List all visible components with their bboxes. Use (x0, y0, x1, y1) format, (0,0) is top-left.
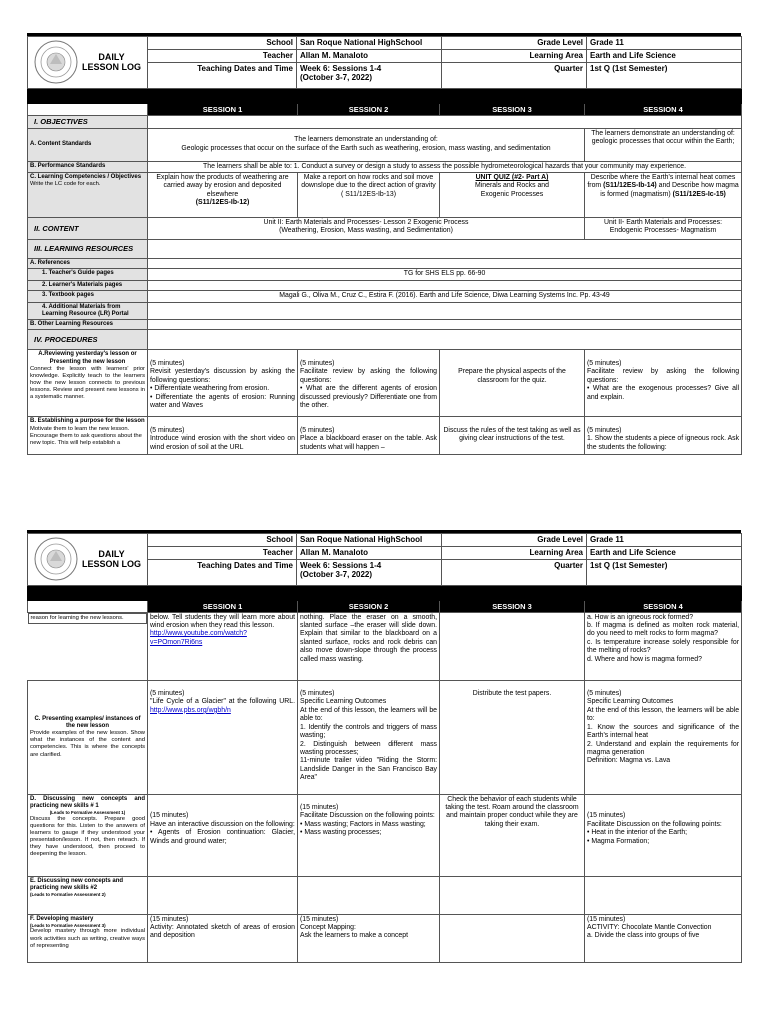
lc-s4-text-b: and Describe how magma is formed (magmatism) (600, 182, 739, 198)
objectives-blank (148, 115, 742, 128)
lc-s3-line-2: Exogenic Processes (480, 190, 544, 198)
references-label: A. References (28, 259, 148, 269)
mastery-s1-text: Activity: Annotated sketch of areas of erosion and deposition (150, 924, 295, 940)
quarter-label: Quarter (442, 559, 587, 585)
dates-value (297, 62, 442, 88)
additional-materials-blank (148, 302, 742, 320)
purpose-continued-s4 (585, 612, 742, 680)
area-label: Learning Area (442, 546, 587, 559)
presenting-session-3 (440, 680, 585, 794)
lc-s4-code-1: (S11/12ES-Ib-14) (603, 182, 657, 190)
presenting-s2-line-5: 11-minute trailer video "Riding the Storm: Landslide Danger in the San Francisco Bay Area" (300, 757, 437, 782)
purpose-continued-s2: nothing. Place the eraser on a smooth, slanted surface –the eraser will slide down. Explain that similar to the blackboard on a slanted surface, rocks and rock debris can also move down-slope through the process called mass wasting. (298, 612, 440, 680)
purpose-continued-s3 (440, 612, 585, 680)
session-4-header: SESSION 4 (585, 600, 742, 612)
presenting-s4-line-3: 1. Know the sources and significance of the Earth's internal heat (587, 723, 740, 740)
grade-value: Grade 11 (587, 37, 742, 50)
discussing-1-session-2 (298, 794, 440, 876)
presenting-s2-line-1: Specific Learning Outcomes (300, 698, 387, 706)
purpose-s4-time: (5 minutes) (587, 426, 622, 434)
purpose-continued-label: reason for learning the new lessons. (28, 613, 148, 624)
textbook-label: 3. Textbook pages (28, 291, 148, 302)
teacher-value: Allan M. Manaloto (297, 546, 442, 559)
mastery-s2-line-1: Concept Mapping: (300, 924, 356, 932)
mastery-s2-time: (15 minutes) (300, 915, 339, 923)
dates-week: Week 6: Sessions 1-4 (300, 63, 382, 73)
presenting-s1-text: "Life Cycle of a Glacier" at the following URL. (150, 698, 295, 706)
mastery-mini: (Leads to Formative Assessment 3) (30, 922, 106, 928)
content-standards-text (148, 128, 585, 161)
purpose-label-title: B. Establishing a purpose for the lesson (30, 418, 145, 425)
quarter-label: Quarter (442, 62, 587, 88)
mastery-label (28, 914, 148, 962)
presenting-session-1 (148, 680, 298, 794)
area-value: Earth and Life Science (587, 49, 742, 62)
content-standards-s4: The learners demonstrate an understanding of: geologic processes that occur within the Earth; (585, 128, 742, 161)
session-1-header: SESSION 1 (148, 103, 298, 115)
grade-value: Grade 11 (587, 534, 742, 547)
school-value: San Roque National HighSchool (297, 534, 442, 547)
header-table (27, 36, 742, 89)
lc-s4-text-a: Describe where the Earth's internal heat comes from (587, 174, 736, 190)
review-s4-line-2: • What are the exogenous processes? Give all and explain. (587, 385, 740, 401)
lc-label-title: C. Learning Competencies / Objectives (30, 174, 142, 181)
review-s1-line-2: • Differentiate weathering from erosion. (150, 385, 270, 393)
discussing-1-session-1 (148, 794, 298, 876)
purpose-s3-text: Discuss the rules of the test taking as well as giving clear instructions of the test. (443, 426, 581, 443)
presenting-s2-time: (5 minutes) (300, 690, 335, 698)
mastery-s1-time: (15 minutes) (150, 915, 189, 923)
content-heading: II. CONTENT (28, 218, 148, 240)
presenting-session-2 (298, 680, 440, 794)
discussing-1-s1-time: (15 minutes) (150, 812, 189, 820)
purpose-s1-text: Introduce wind erosion with the short video on wind erosion of soil at the URL (150, 435, 295, 451)
dates-value (297, 559, 442, 585)
discussing-1-s1-line-2: • Agents of Erosion continuation: Glacier, Winds and ground water; (150, 829, 295, 845)
other-resources-blank (148, 320, 742, 330)
youtube-link[interactable]: http://www.youtube.com/watch? (150, 630, 247, 638)
textbook-value: Magali G., Oliva M., Cruz C., Estira F. (2016). Earth and Life Science, Diwa Learning Systems Inc. Pp. 43-49 (148, 291, 742, 302)
content-s4: Unit II- Earth Materials and Processes: Endogenic Processes- Magmatism (585, 218, 742, 240)
presenting-s3-text: Distribute the test papers. (472, 690, 552, 698)
content-standards-line-1: The learners demonstrate an understanding of: (294, 136, 438, 144)
learning-resources-heading: III. LEARNING RESOURCES (28, 240, 148, 259)
content-standards-label: A. Content Standards (28, 128, 148, 161)
purpose-s4-text: 1. Show the students a piece of igneous rock. Ask the students the following: (587, 435, 740, 451)
review-session-4 (585, 350, 742, 417)
performance-standards-text: The learners shall be able to: 1. Conduct a survey or design a study to assess the possible hydrometeorological hazards that your community may experience. (148, 161, 742, 172)
purpose-label (28, 417, 148, 455)
presenting-s4-line-4: 2. Understand and explain the requirements for magma generation (587, 740, 740, 757)
deped-seal-cell (28, 534, 148, 586)
discussing-1-s4-line-1: Facilitate Discussion on the following points: (587, 820, 722, 828)
session-header-blank (28, 103, 148, 115)
discussing-1-session-4 (585, 794, 742, 876)
black-band (28, 586, 742, 600)
purpose-session-4 (585, 417, 742, 455)
session-2-header: SESSION 2 (298, 600, 440, 612)
discussing-1-s4-time: (15 minutes) (587, 812, 626, 820)
review-session-1 (148, 350, 298, 417)
discussing-1-sub: Discuss the concepts. Prepare good questions for this. Listen to the answers of learners to gauge if they understood your presentation/lesson. If not, then reteach. If they have understood, then proceed to deepening the lesson. (30, 815, 145, 858)
dates-label: Teaching Dates and Time (148, 559, 297, 585)
discussing-2-label (28, 876, 148, 914)
black-band (28, 89, 742, 103)
purpose-s1-time: (5 minutes) (150, 426, 185, 434)
discussing-1-s2-line-1: Facilitate Discussion on the following points: (300, 812, 435, 820)
purpose-session-3 (440, 417, 585, 455)
lesson-table-1 (27, 89, 742, 456)
presenting-s4-time: (5 minutes) (587, 690, 622, 698)
content-standards-line-2: Geologic processes that occur on the surface of the Earth such as weathering, erosion, mass wasting, and sedimentation (181, 144, 551, 152)
mastery-sub: Develop mastery through more individual work activities such as writing, creative ways of representing (30, 928, 145, 949)
purpose-session-1 (148, 417, 298, 455)
review-s2-time: (5 minutes) (300, 359, 335, 367)
review-s1-line-3: • Differentiate the agents of erosion: Running water and Waves (150, 393, 295, 409)
other-resources-label: B. Other Learning Resources (28, 320, 148, 330)
grade-label: Grade Level (442, 534, 587, 547)
mastery-s4-line-2: a. Divide the class into groups of five (587, 932, 700, 940)
learning-resources-blank (148, 240, 742, 259)
discussing-1-mini: (Leads to Formative Assessment 1) (49, 810, 126, 816)
discussing-2-mini: (Leads to Formative Assessment 2) (30, 892, 106, 898)
session-header-blank (28, 600, 148, 612)
pbs-link[interactable]: http://www.pbs.org/wgbh/n (150, 706, 231, 714)
lc-s1-text: Explain how the products of weathering are carried away by erosion and deposited elsewhere (156, 174, 289, 198)
session-3-header: SESSION 3 (440, 103, 585, 115)
review-s4-time: (5 minutes) (587, 359, 622, 367)
deped-seal-cell (28, 37, 148, 89)
quarter-value: 1st Q (1st Semester) (587, 559, 742, 585)
area-value: Earth and Life Science (587, 546, 742, 559)
presenting-s2-line-3: 1. Identify the controls and triggers of mass wasting; (300, 723, 437, 740)
lc-s1-code: (S11/12ES-Ib-12) (195, 199, 250, 207)
presenting-s2-line-4: 2. Distinguish between different mass wasting processes; (300, 740, 437, 757)
area-label: Learning Area (442, 49, 587, 62)
quarter-value: 1st Q (1st Semester) (587, 62, 742, 88)
review-label-sub: Connect the lesson with learners' prior knowledge. Explicitly teach to the learners how the new lesson connects to previous lessons. Review and present new lessons in a systematic manner. (30, 366, 145, 401)
discussing-2-title: E. Discussing new concepts and practicing new skills #2 (30, 877, 124, 891)
purpose-label-sub: Motivate them to learn the new lesson. Encourage them to ask questions about the new topic. This will help establish a (30, 425, 142, 446)
dates-range: (October 3-7, 2022) (300, 570, 373, 580)
discussing-1-session-3: Check the behavior of each students while taking the test. Roam around the classroom and maintain proper conduct while they are taking their exam. (440, 794, 585, 876)
presenting-label-sub: Provide examples of the new lesson. Show what the instances of the content and competencies. This is where the concepts are clarified. (30, 730, 145, 758)
lc-s3-line-1: Minerals and Rocks and (475, 182, 549, 190)
review-s4-line-1: Facilitate review by asking the following questions: (587, 368, 740, 384)
lesson-log-page-2 (27, 530, 741, 963)
review-session-2 (298, 350, 440, 417)
procedures-heading: IV. PROCEDURES (28, 330, 148, 350)
review-s1-time: (5 minutes) (150, 359, 185, 367)
purpose-cont-s4-a: a. How is an igneous rock formed? (587, 613, 694, 621)
learners-materials-label: 2. Learner's Materials pages (28, 280, 148, 290)
discussing-2-s3 (440, 876, 585, 914)
discussing-1-title: D. Discussing new concepts and practicing new skills # 1 (30, 795, 145, 809)
lc-session-2: Make a report on how rocks and soil move downslope due to the direct action of gravity ( S11/12ES-Ib-13) (298, 173, 440, 218)
review-s2-line-1: Facilitate review by asking the following questions: (300, 368, 437, 384)
presenting-label (28, 680, 148, 794)
procedures-blank (148, 330, 742, 350)
objectives-heading: I. OBJECTIVES (28, 115, 148, 128)
presenting-label-title: C. Presenting examples/ instances of the new lesson (34, 715, 141, 730)
discussing-1-s1-line-1: Have an interactive discussion on the following: (150, 820, 295, 828)
discussing-1-s2-time: (15 minutes) (300, 804, 339, 812)
session-1-header: SESSION 1 (148, 600, 298, 612)
presenting-s1-time: (5 minutes) (150, 690, 185, 698)
session-4-header: SESSION 4 (585, 103, 742, 115)
unit-quiz-title: UNIT QUIZ (#2- Part A) (475, 174, 549, 182)
discussing-2-s4 (585, 876, 742, 914)
header-table (27, 533, 742, 586)
purpose-continued-s1 (148, 612, 298, 680)
content-text (148, 218, 585, 240)
presenting-s4-line-1: Specific Learning Outcomes (587, 698, 674, 706)
review-label-title: A.Reviewing yesterday's lesson or Presenting the new lesson (38, 351, 137, 365)
school-label: School (148, 37, 297, 50)
mastery-session-4 (585, 914, 742, 962)
document-title: DAILY LESSON LOG (81, 548, 141, 570)
review-s2-line-2: • What are the different agents of erosion discussed previously? Differentiate one from the other. (300, 385, 437, 409)
teachers-guide-label: 1. Teacher's Guide pages (28, 269, 148, 280)
mastery-s4-time: (15 minutes) (587, 915, 626, 923)
purpose-session-2 (298, 417, 440, 455)
mastery-s2-line-2: Ask the learners to make a concept (300, 932, 409, 940)
performance-standards-label: B. Performance Standards (28, 161, 148, 172)
document-title: DAILY LESSON LOG (81, 51, 141, 73)
presenting-session-4 (585, 680, 742, 794)
discussing-2-s1 (148, 876, 298, 914)
content-line-2: (Weathering, Erosion, Mass wasting, and Sedimentation) (279, 227, 453, 235)
school-label: School (148, 534, 297, 547)
lesson-log-page-1 (27, 33, 741, 455)
content-line-1: Unit II: Earth Materials and Processes- Lesson 2 Exogenic Process (263, 219, 469, 227)
purpose-cont-s1-text: below. Tell students they will learn more about wind erosion when they read this lesson. (150, 613, 295, 630)
grade-label: Grade Level (442, 37, 587, 50)
learning-competencies-label (28, 173, 148, 218)
purpose-s2-text: Place a blackboard eraser on the table. Ask students what will happen – (300, 435, 437, 451)
review-session-3 (440, 350, 585, 417)
mastery-title: F. Developing mastery (30, 915, 94, 922)
dates-range: (October 3-7, 2022) (300, 73, 373, 83)
discussing-1-s4-line-2: • Heat in the interior of the Earth; (587, 829, 688, 837)
presenting-s4-line-5: Definition: Magma vs. Lava (587, 757, 671, 765)
review-label (28, 350, 148, 417)
youtube-link-continued[interactable]: v=POmon7Ri6ns (150, 638, 203, 646)
lesson-table-2 (27, 586, 742, 963)
review-s1-line-1: Revisit yesterday's discussion by asking the following questions: (150, 368, 295, 384)
teacher-label: Teacher (148, 49, 297, 62)
lc-session-3 (440, 173, 585, 218)
purpose-cont-s4-b: b. If magma is defined as molten rock material, do you need to melt rocks to form magma? (587, 622, 740, 638)
school-value: San Roque National HighSchool (297, 37, 442, 50)
lc-session-1 (148, 173, 298, 218)
lc-label-sub: Write the LC code for each. (30, 181, 101, 188)
teacher-value: Allan M. Manaloto (297, 49, 442, 62)
lc-session-4 (585, 173, 742, 218)
discussing-2-s2 (298, 876, 440, 914)
additional-materials-label: 4. Additional Materials from Learning Resource (LR) Portal (28, 302, 148, 320)
lc-s4-code-2: (S11/12ES-Ic-15) (672, 190, 726, 198)
session-3-header: SESSION 3 (440, 600, 585, 612)
presenting-s2-line-2: At the end of this lesson, the learners will be able to: (300, 706, 437, 723)
learners-materials-blank (148, 280, 742, 290)
mastery-session-1 (148, 914, 298, 962)
deped-seal-icon (34, 40, 78, 84)
teachers-guide-value: TG for SHS ELS pp. 66-90 (148, 269, 742, 280)
dates-label: Teaching Dates and Time (148, 62, 297, 88)
presenting-s4-line-2: At the end of this lesson, the learners will be able to: (587, 706, 740, 723)
references-blank (148, 259, 742, 269)
review-s3-text: Prepare the physical aspects of the classroom for the quiz. (458, 368, 566, 384)
dates-week: Week 6: Sessions 1-4 (300, 560, 382, 570)
purpose-s2-time: (5 minutes) (300, 426, 335, 434)
discussing-1-s2-line-3: • Mass wasting processes; (300, 829, 382, 837)
mastery-session-3 (440, 914, 585, 962)
discussing-1-s2-line-2: • Mass wasting; Factors in Mass wasting; (300, 820, 426, 828)
mastery-session-2 (298, 914, 440, 962)
discussing-1-label (28, 794, 148, 876)
discussing-1-s4-line-3: • Magma Formation; (587, 837, 650, 845)
teacher-label: Teacher (148, 546, 297, 559)
deped-seal-icon (34, 537, 78, 581)
purpose-cont-s4-c: c. Is temperature increase solely responsible for the melting of rocks? (587, 638, 740, 655)
mastery-s4-line-1: ACTIVITY: Chocolate Mantle Convection (587, 924, 712, 932)
purpose-cont-s4-d: d. Where and how is magma formed? (587, 655, 702, 663)
session-2-header: SESSION 2 (298, 103, 440, 115)
